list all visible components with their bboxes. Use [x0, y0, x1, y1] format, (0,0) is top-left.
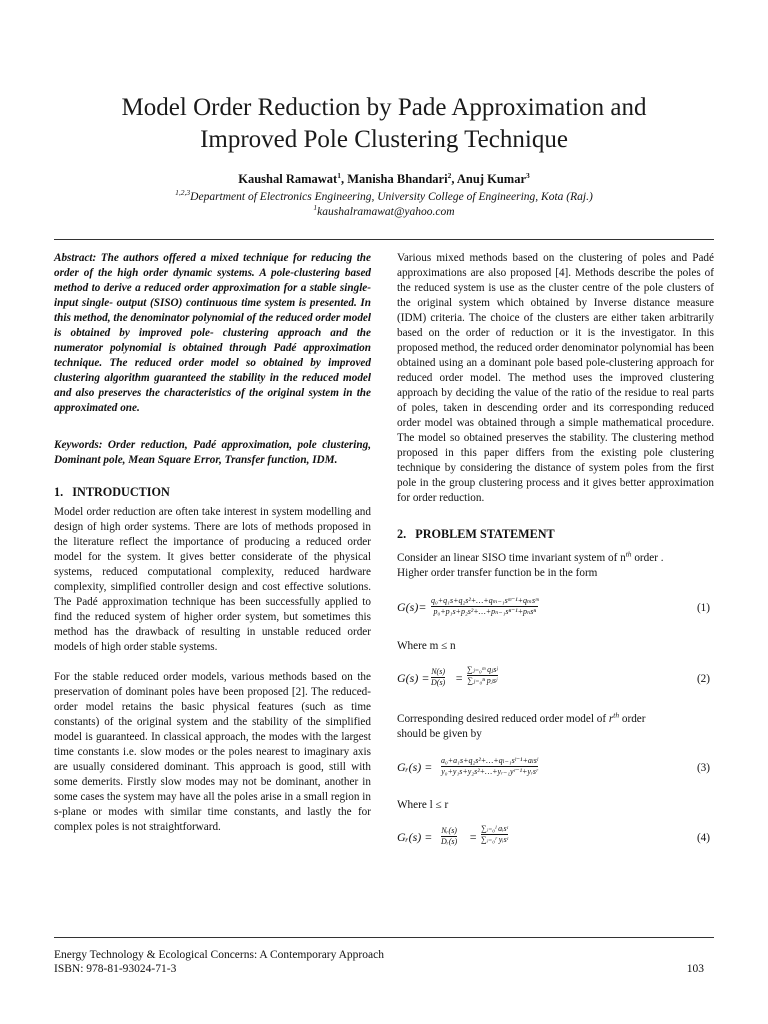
equation-fraction: [431, 667, 445, 688]
affiliation-mark: 1,2,3: [175, 188, 191, 198]
equation-lhs: Gᵣ(s) =: [397, 760, 433, 774]
numerator: a₀+a₁s+q₂s²+…+qₗ₋₁sˡ⁻¹+aₗsˡ: [441, 756, 538, 765]
problem-heading: 2. PROBLEM STATEMENT: [397, 527, 555, 541]
equation-fraction: [441, 756, 538, 777]
numerator: ∑ⱼ₌₀ᵐ qⱼsʲ: [467, 665, 498, 674]
equals-sign: =: [455, 671, 464, 685]
consider-text-end: order .: [631, 552, 664, 564]
numerator: Nᵣ(s): [441, 826, 457, 835]
title-line-2: Improved Pole Clustering Technique: [200, 126, 568, 153]
order-superscript: th: [613, 710, 620, 720]
corresponding-text: [397, 712, 714, 742]
where-l-r: Where l ≤ r: [397, 799, 449, 811]
equation-fraction: [481, 824, 508, 845]
equation-2: [397, 663, 714, 703]
where-m-n: Where m ≤ n: [397, 640, 456, 652]
equation-4: [397, 822, 714, 862]
intro-paragraph-2: For the stable reduced order models, various methods based on the preservation of dominant poles have been proposed [2]. The reduced-order model retains the basic physical features (such as time constants) of the original system and the stability of the simplified model is guaranteed. In classical approach, the modes with the largest time constants i.e. slow modes or the poles nearest to imaginary axis are usually considered dominant. This approach is good, still with some demerits. Firstly slow modes may not be dominant, another in some cases the system may have all the poles arise in a small region in s-plane or modes with similar time constants, and lastly the for complex poles is not straightforward.: [54, 671, 371, 833]
footer-rule: [54, 937, 714, 938]
equation-number: (3): [696, 762, 710, 774]
equation-3: [397, 752, 714, 792]
numerator: q₀+q₁s+q₂s²+…+qₘ₋₁sᵐ⁻¹+qₘsᵐ: [431, 596, 539, 605]
equation-lhs: Gᵣ(s) =: [397, 830, 433, 844]
right-paragraph-1: Various mixed methods based on the clustering of poles and Padé approximations are also proposed [4]. Methods describe the poles of the reduced system is use as the cluster centre of the pole clusters of the original system which obtained by Inverse distance measure (IDM) criteria. The choice of the clusters are either taken arbitrarily based on the order of reduction or it is the investigator. In this proposed method, the reduced order denominator polynomial has been obtained using an a dominant pole based pole-clustering approach for reduced order model. The method uses the improved clustering approach by deciding the value of the ratio of the residue to real parts of poles, taken in descending order and its corresponding reduced order model was obtained through a simple mathematical procedure. The model so obtained preserves the stability. The clustering method proposed in this paper differs from the existing pole clustering technique by considering the distance of system poles from the first pole in the group clustering process and it gives better approximation for order reduction.: [397, 252, 714, 504]
header-rule: [54, 239, 714, 240]
equation-1: [397, 592, 714, 632]
author-name: Anuj Kumar: [456, 172, 527, 186]
consider-superscript: th: [625, 549, 632, 559]
equation-lhs: G(s)=: [397, 600, 427, 614]
equals-sign: =: [469, 830, 478, 844]
consider-text-line-2: Higher order transfer function be in the form: [397, 567, 598, 579]
author-mark: 1: [337, 170, 341, 180]
equation-number: (4): [696, 832, 710, 844]
author-email: [40, 203, 728, 218]
abstract: Abstract: The authors offered a mixed technique for reducing the order of the high order dynamic systems. A pole-clustering based method to derive a reduced order approximation for a stable single-input single- output (SISO) continuous time system is presented. In this method, the denominator polynomial of the reduced order model is obtained by improved pole- clustering approach and the numerator polynomial is obtained through Padé approximation technique. The reduced order model so obtained by improved clustering algorithm guaranteed the stability in the reduced model and also preserves the characteristics of the original system in the approximated one.: [54, 252, 371, 414]
equation-fraction: [441, 826, 457, 847]
intro-paragraph-1: Model order reduction are often take interest in system modelling and design of high order systems. There are lots of methods proposed in the literature reflect the importance of producing a reduced order model for the system. It gives better considerate of the physical systems, reduced computational complexity, reduced hardware complexity, simplified controller design and cost effective solutions. The Padé approximation technique has been successfully applied to find the reduced system of higher order system, but sometimes this method has the drawback of resulting in unstable reduced order models of high order stable systems.: [54, 506, 371, 653]
corresponding-text-main: Corresponding desired reduced order model of: [397, 713, 609, 725]
page-number: 103: [686, 963, 704, 975]
paper-title: [40, 92, 728, 156]
affiliation-text: Department of Electronics Engineering, University College of Engineering, Kota (Raj.): [190, 191, 593, 203]
author-name: Kaushal Ramawat: [238, 172, 338, 186]
consider-text: [397, 551, 714, 581]
left-column: [54, 251, 371, 835]
corresponding-text-line-2: should be given by: [397, 728, 482, 740]
isbn: ISBN: 978-81-93024-71-3: [54, 963, 177, 975]
equation-fraction: [431, 596, 538, 617]
denominator: p₀+p₁s+p₂s²+…+pₙ₋₁sⁿ⁻¹+pₙsⁿ: [433, 607, 536, 616]
denominator: Dᵣ(s): [441, 837, 458, 846]
book-title: Energy Technology & Ecological Concerns: A Contemporary Approach: [54, 949, 384, 961]
author-list: Kaushal Ramawat$^1$, Manisha Bhandari$^2$, Anuj Kumar$^3$: [238, 170, 530, 186]
keywords: Keywords: Order reduction, Padé approximation, pole clustering, Dominant pole, Mean Square Error, Transfer function, IDM.: [54, 439, 371, 466]
equation-number: (2): [696, 673, 710, 685]
denominator: D(s): [431, 678, 446, 687]
corresponding-text-end: order: [619, 713, 646, 725]
numerator: ∑ᵢ₌₀ˡ aᵢsᶦ: [481, 824, 508, 833]
email-text: kaushalramawat@yahoo.com: [317, 206, 455, 218]
author-mark: 3: [526, 170, 530, 180]
equation-number: (1): [696, 602, 710, 614]
consider-text-main: Consider an linear SISO time invariant system of n: [397, 552, 626, 564]
equation-lhs: G(s) =: [397, 671, 430, 685]
denominator: y₀+y₁s+y₂s²+…+yᵣ₋₁yʳ⁻¹+yᵣsʳ: [441, 767, 538, 776]
title-line-1: Model Order Reduction by Pade Approximation and: [121, 94, 647, 121]
intro-heading: 1. INTRODUCTION: [54, 485, 170, 499]
email-mark: 1: [313, 203, 318, 213]
denominator: ∑ᵢ₌₀ʳ yᵢsᶦ: [481, 835, 508, 844]
equation-fraction: [467, 665, 498, 686]
order-symbol: r: [608, 713, 614, 725]
author-name: Manisha Bhandari: [347, 172, 448, 186]
denominator: ∑ⱼ₌₀ⁿ pⱼsʲ: [467, 676, 498, 685]
numerator: N(s): [431, 667, 445, 676]
author-mark: 2: [447, 170, 452, 180]
affiliation: [40, 188, 728, 203]
right-column: [397, 251, 714, 862]
